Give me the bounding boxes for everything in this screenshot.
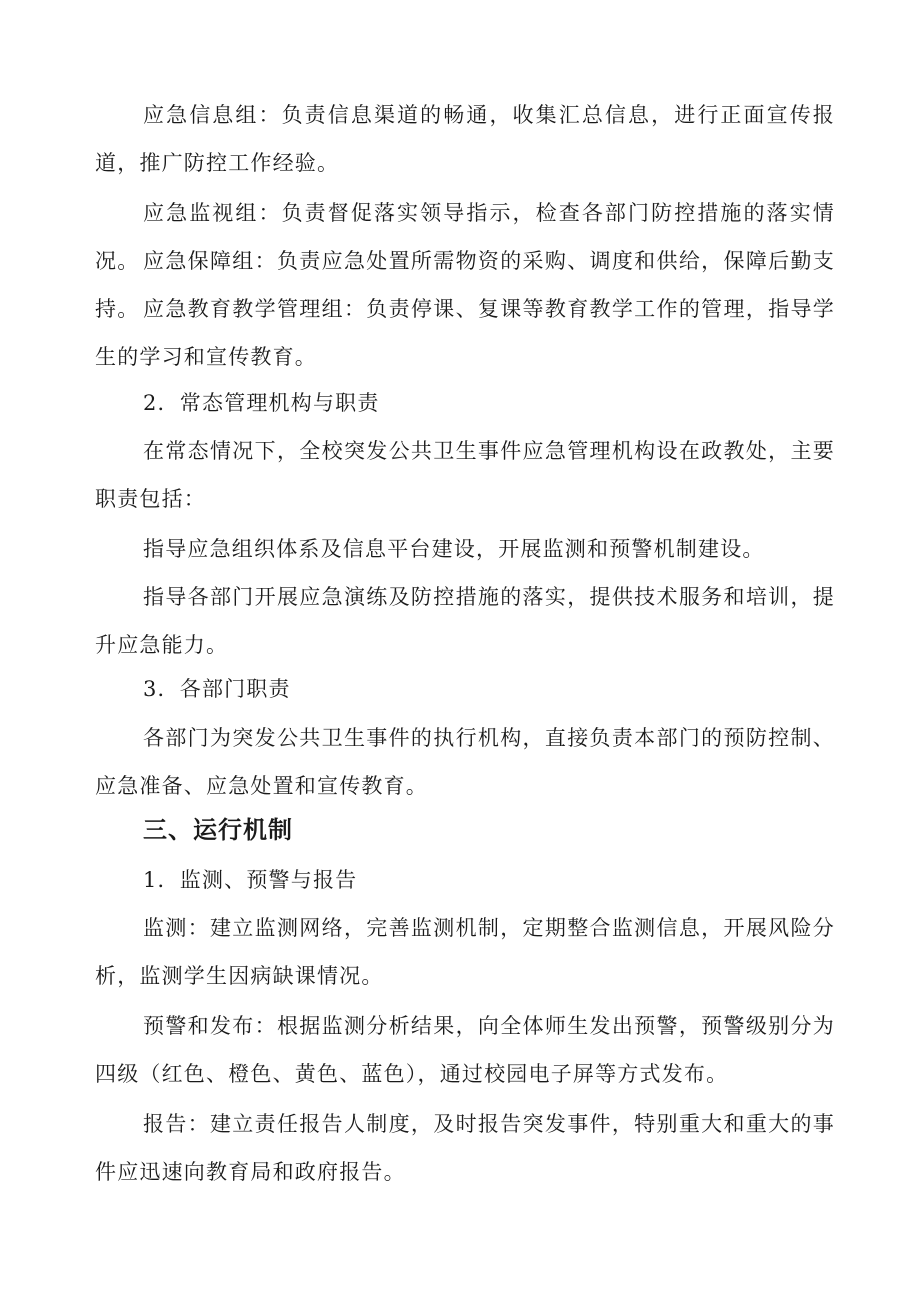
paragraph-department-duties: 各部门为突发公共卫生事件的执行机构，直接负责本部门的预防控制、应急准备、应急处置和宣传教育。 bbox=[95, 726, 835, 798]
paragraph-support-group: 应急保障组：负责应急处置所需物资的采购、调度和供给，保障后勤支持。 bbox=[95, 249, 835, 321]
paragraph-education-group: 应急教育教学管理组：负责停课、复课等教育教学工作的管理，指导学生的学习和宣传教育。 bbox=[95, 297, 835, 369]
paragraph-regular-management: 在常态情况下，全校突发公共卫生事件应急管理机构设在政教处，主要职责包括： bbox=[95, 439, 835, 511]
paragraph-guide-departments: 指导各部门开展应急演练及防控措施的落实，提供技术服务和培训，提升应急能力。 bbox=[95, 585, 835, 657]
paragraph-guide-system: 指导应急组织体系及信息平台建设，开展监测和预警机制建设。 bbox=[143, 537, 765, 561]
subheading-monitoring: 1．监测、预警与报告 bbox=[143, 868, 358, 892]
paragraph-monitor-group: 应急监视组：负责督促落实领导指示，检查各部门防控措施的落实情况。 bbox=[95, 201, 835, 273]
paragraph-info-group: 应急信息组：负责信息渠道的畅通，收集汇总信息，进行正面宣传报道，推广防控工作经验。 bbox=[95, 103, 835, 175]
subheading-department-duties: 3．各部门职责 bbox=[143, 677, 291, 701]
paragraph-warning: 预警和发布：根据监测分析结果，向全体师生发出预警，预警级别分为四级（红色、橙色、黄色、蓝色），通过校园电子屏等方式发布。 bbox=[95, 1014, 835, 1086]
section-heading-operation: 三、运行机制 bbox=[143, 816, 293, 844]
paragraph-monitoring: 监测：建立监测网络，完善监测机制，定期整合监测信息，开展风险分析，监测学生因病缺课情况。 bbox=[95, 916, 835, 988]
paragraph-report: 报告：建立责任报告人制度，及时报告突发事件，特别重大和重大的事件应迅速向教育局和政府报告。 bbox=[95, 1112, 835, 1184]
subheading-regular-management: 2．常态管理机构与职责 bbox=[143, 391, 380, 415]
